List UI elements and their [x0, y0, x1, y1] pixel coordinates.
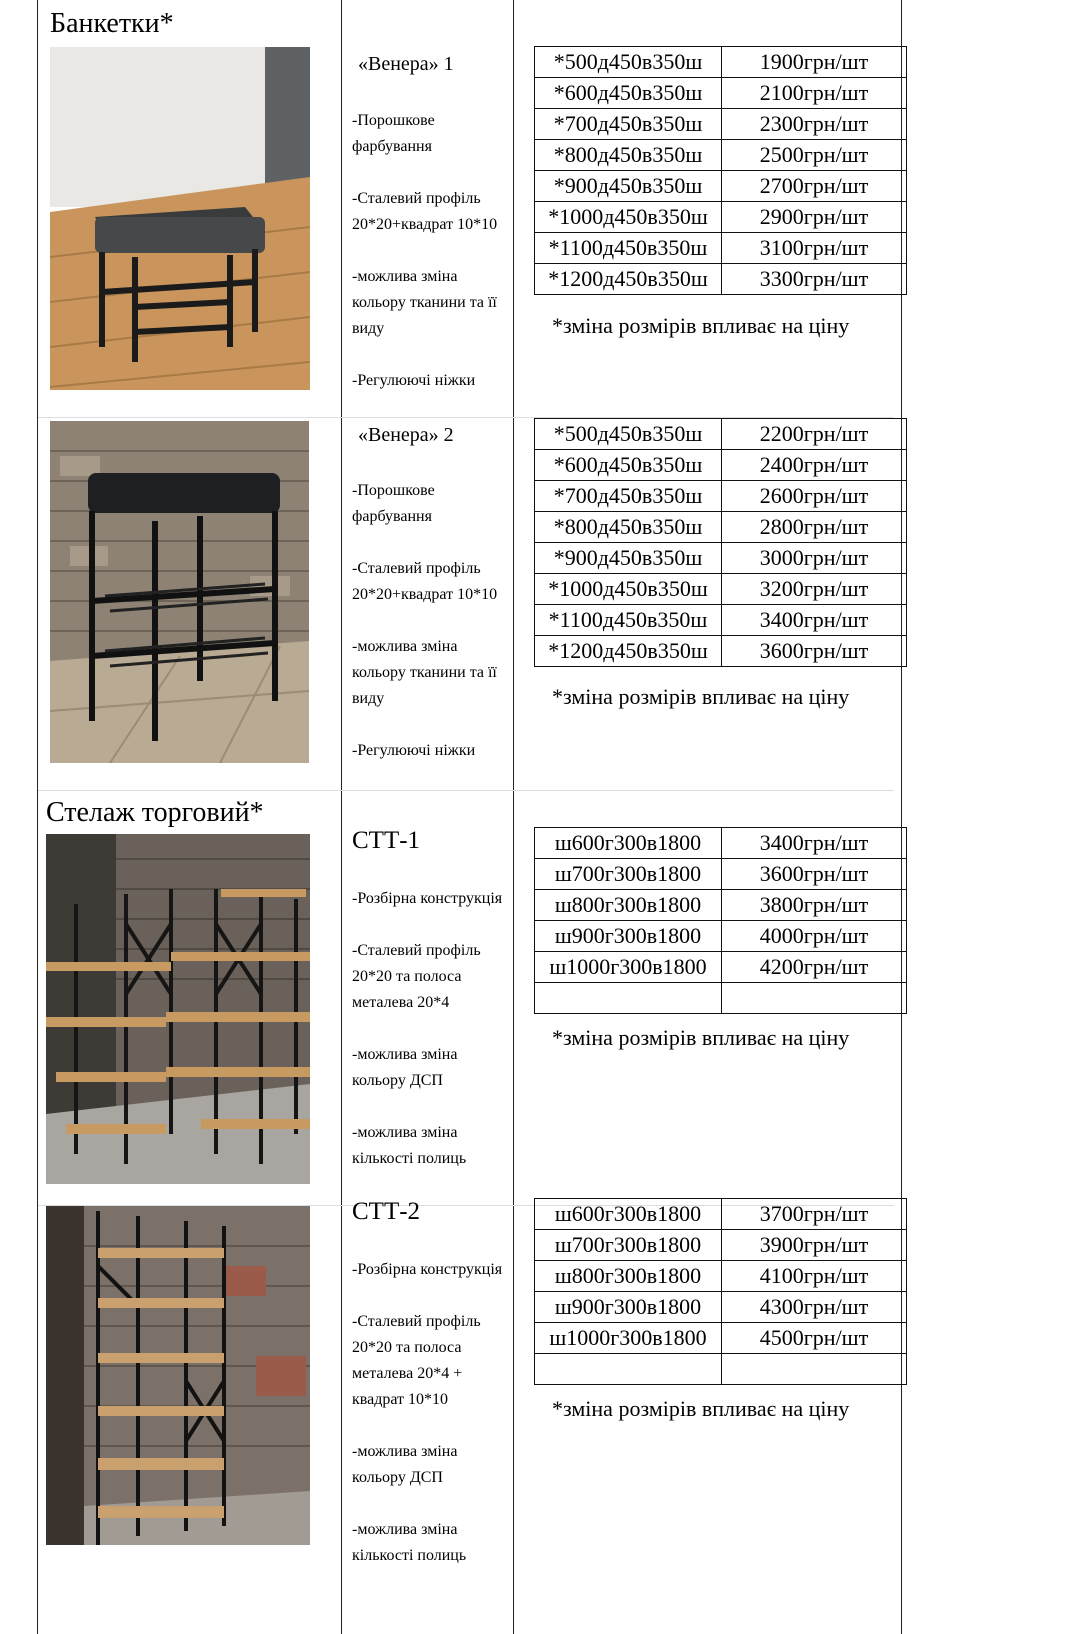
size-cell: *1100д450в350ш: [535, 605, 722, 636]
price-cell: 2100грн/шт: [722, 78, 907, 109]
price-cell: 4200грн/шт: [722, 952, 907, 983]
price-table-stt-1: [534, 827, 907, 1014]
size-cell: *700д450в350ш: [535, 109, 722, 140]
row-divider: [38, 790, 894, 791]
size-cell: *1200д450в350ш: [535, 636, 722, 667]
table-row: [535, 1261, 907, 1292]
feature-item: -можлива зміна кількості полиць: [352, 1521, 467, 1564]
table-row: [535, 952, 907, 983]
size-cell: ш1000г300в1800: [535, 1323, 722, 1354]
size-cell: *1200д450в350ш: [535, 264, 722, 295]
size-cell: ш800г300в1800: [535, 1261, 722, 1292]
price-cell: 2900грн/шт: [722, 202, 907, 233]
feature-item: -Розбірна конструкція: [352, 1261, 503, 1278]
feature-item: -Сталевий профіль 20*20 та полоса металева 20*4: [352, 942, 481, 1011]
table-row: [535, 202, 907, 233]
size-cell: ш1000г300в1800: [535, 952, 722, 983]
price-cell: 3100грн/шт: [722, 233, 907, 264]
table-row: [535, 1292, 907, 1323]
product-name-stt-2: СТТ-2: [352, 1198, 421, 1225]
price-cell: 4500грн/шт: [722, 1323, 907, 1354]
price-cell: 2500грн/шт: [722, 140, 907, 171]
price-table-venera-1: [534, 46, 907, 295]
price-cell: 2300грн/шт: [722, 109, 907, 140]
feature-item: -можлива зміна кольору тканини та її виду: [352, 268, 497, 337]
price-note: *зміна розмірів впливає на ціну: [552, 1396, 850, 1421]
size-cell: *800д450в350ш: [535, 140, 722, 171]
price-cell: 3900грн/шт: [722, 1230, 907, 1261]
price-cell: 2400грн/шт: [722, 450, 907, 481]
table-row: [535, 574, 907, 605]
size-cell: ш700г300в1800: [535, 859, 722, 890]
table-row: [535, 605, 907, 636]
price-cell: 3300грн/шт: [722, 264, 907, 295]
feature-item: -можлива зміна кольору тканини та її виду: [352, 638, 497, 707]
table-row: [535, 47, 907, 78]
price-cell: 3700грн/шт: [722, 1199, 907, 1230]
table-row: [535, 1230, 907, 1261]
size-cell: *700д450в350ш: [535, 481, 722, 512]
price-cell: 2600грн/шт: [722, 481, 907, 512]
price-cell: 1900грн/шт: [722, 47, 907, 78]
table-row: [535, 859, 907, 890]
size-cell: *900д450в350ш: [535, 171, 722, 202]
price-cell: 2200грн/шт: [722, 419, 907, 450]
feature-item: -можлива зміна кольору ДСП: [352, 1046, 458, 1089]
feature-item: -Регулюючі ніжки: [352, 742, 476, 759]
section-title-shelving: Стелаж торговий*: [46, 797, 264, 828]
table-row: [535, 828, 907, 859]
product-features-venera-1: [352, 108, 510, 420]
price-cell: [722, 1354, 907, 1385]
section-title-benches: Банкетки*: [50, 8, 174, 39]
table-border-col3: [513, 0, 514, 1634]
product-name-venera-2: «Венера» 2: [358, 424, 454, 446]
price-cell: 4100грн/шт: [722, 1261, 907, 1292]
product-features-stt-2: [352, 1257, 510, 1595]
table-row: [535, 140, 907, 171]
table-row: [535, 983, 907, 1014]
table-row: [535, 636, 907, 667]
product-features-stt-1: [352, 886, 510, 1198]
size-cell: ш800г300в1800: [535, 890, 722, 921]
table-row: [535, 264, 907, 295]
price-note: *зміна розмірів впливає на ціну: [552, 1025, 850, 1050]
feature-item: -Порошкове фарбування: [352, 112, 435, 155]
size-cell: ш600г300в1800: [535, 828, 722, 859]
product-features-venera-2: [352, 478, 510, 790]
size-cell: *600д450в350ш: [535, 450, 722, 481]
price-cell: 4300грн/шт: [722, 1292, 907, 1323]
table-row: [535, 1354, 907, 1385]
product-photo-stt-2: [46, 1206, 310, 1545]
size-cell: *1000д450в350ш: [535, 574, 722, 605]
size-cell: *500д450в350ш: [535, 419, 722, 450]
price-table-stt-2: [534, 1198, 907, 1385]
table-row: [535, 171, 907, 202]
price-cell: 3400грн/шт: [722, 828, 907, 859]
table-row: [535, 543, 907, 574]
price-cell: 3200грн/шт: [722, 574, 907, 605]
table-row: [535, 109, 907, 140]
table-row: [535, 512, 907, 543]
table-row: [535, 890, 907, 921]
feature-item: -Сталевий профіль 20*20+квадрат 10*10: [352, 190, 498, 233]
product-name-venera-1: «Венера» 1: [358, 53, 454, 75]
size-cell: *500д450в350ш: [535, 47, 722, 78]
feature-item: -Сталевий профіль 20*20+квадрат 10*10: [352, 560, 498, 603]
size-cell: *900д450в350ш: [535, 543, 722, 574]
price-note: *зміна розмірів впливає на ціну: [552, 313, 850, 338]
table-row: [535, 450, 907, 481]
table-row: [535, 233, 907, 264]
table-row: [535, 1199, 907, 1230]
feature-item: -Розбірна конструкція: [352, 890, 503, 907]
product-photo-stt-1: [46, 834, 310, 1184]
price-cell: 2800грн/шт: [722, 512, 907, 543]
size-cell: *1000д450в350ш: [535, 202, 722, 233]
table-row: [535, 481, 907, 512]
price-cell: 3600грн/шт: [722, 859, 907, 890]
size-cell: ш900г300в1800: [535, 1292, 722, 1323]
table-row: [535, 419, 907, 450]
feature-item: -можлива зміна кольору ДСП: [352, 1443, 458, 1486]
size-cell: ш900г300в1800: [535, 921, 722, 952]
feature-item: -можлива зміна кількості полиць: [352, 1124, 467, 1167]
table-row: [535, 1323, 907, 1354]
product-photo-venera-1: [50, 47, 310, 390]
product-photo-venera-2: [50, 421, 309, 763]
price-cell: 4000грн/шт: [722, 921, 907, 952]
size-cell: *1100д450в350ш: [535, 233, 722, 264]
size-cell: *800д450в350ш: [535, 512, 722, 543]
feature-item: -Регулюючі ніжки: [352, 372, 476, 389]
size-cell: [535, 1354, 722, 1385]
price-cell: 3600грн/шт: [722, 636, 907, 667]
table-row: [535, 921, 907, 952]
product-name-stt-1: СТТ-1: [352, 827, 421, 854]
feature-item: -Сталевий профіль 20*20 та полоса металева 20*4 + квадрат 10*10: [352, 1313, 481, 1408]
price-table-venera-2: [534, 418, 907, 667]
price-note: *зміна розмірів впливає на ціну: [552, 684, 850, 709]
price-cell: [722, 983, 907, 1014]
size-cell: ш600г300в1800: [535, 1199, 722, 1230]
table-border-col2: [341, 0, 342, 1634]
price-cell: 3400грн/шт: [722, 605, 907, 636]
price-cell: 2700грн/шт: [722, 171, 907, 202]
table-border-left: [37, 0, 38, 1634]
size-cell: [535, 983, 722, 1014]
table-row: [535, 78, 907, 109]
price-cell: 3800грн/шт: [722, 890, 907, 921]
size-cell: *600д450в350ш: [535, 78, 722, 109]
size-cell: ш700г300в1800: [535, 1230, 722, 1261]
feature-item: -Порошкове фарбування: [352, 482, 435, 525]
price-cell: 3000грн/шт: [722, 543, 907, 574]
